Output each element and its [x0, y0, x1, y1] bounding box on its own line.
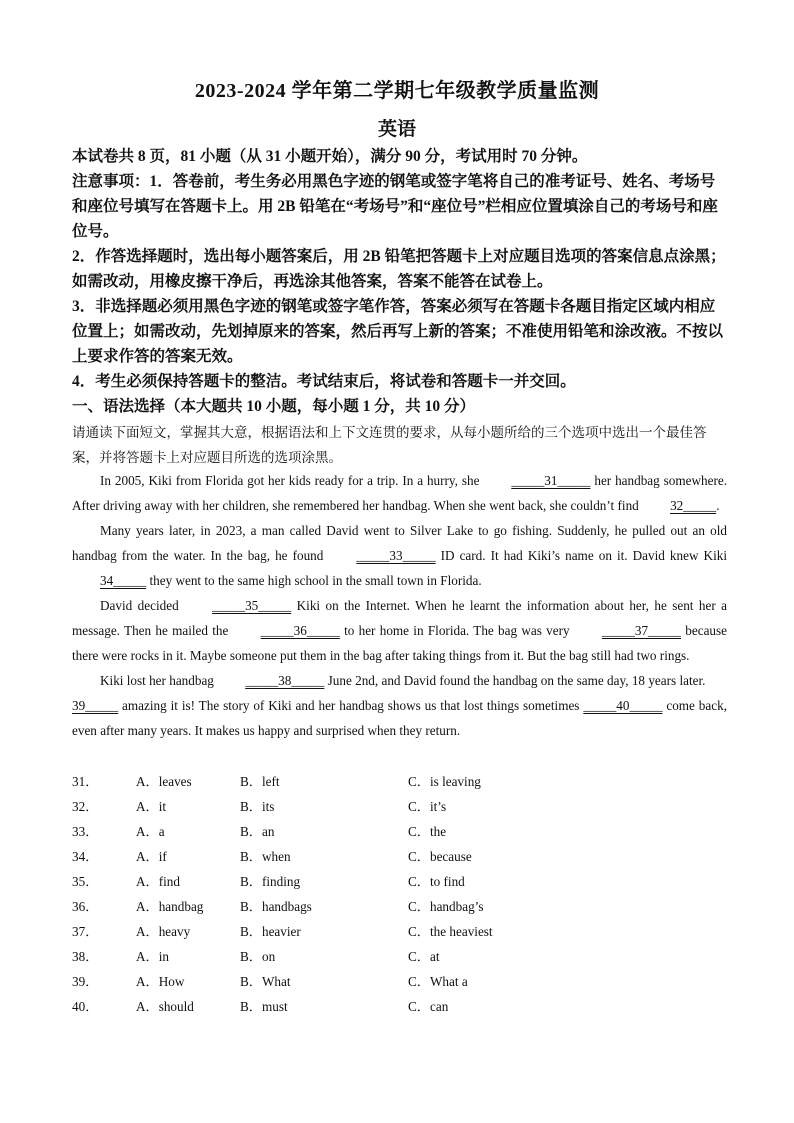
blank-36: _____36_____	[260, 623, 340, 638]
notes-item-2: 2．作答选择题时，选出每小题答案后，用 2B 铅笔把答题卡上对应题目选项的答案信息点涂黑；如需改动，用橡皮擦干净后，再选涂其他答案，答案不能答在试卷上。	[72, 248, 726, 290]
passage-paragraph-5: 39_____ amazing it is! The story of Kiki and her handbag shows us that lost things sometimes _____40_____ come back, even after many years. It makes us happy and surprised when they return.	[72, 693, 727, 743]
option-b: B．on	[240, 949, 276, 964]
option-b: B．handbags	[240, 899, 312, 914]
blank-37: _____37_____	[601, 623, 681, 638]
question-row	[72, 994, 727, 1019]
blank-39: 39_____	[72, 698, 119, 713]
notes-summary: 本试卷共 8 页，81 小题（从 31 小题开始），满分 90 分，考试用时 70 分钟。	[72, 148, 588, 165]
question-row	[72, 894, 727, 919]
question-row	[72, 969, 727, 994]
option-b: B．must	[240, 999, 288, 1014]
option-c: C．because	[408, 849, 472, 864]
question-row	[72, 944, 727, 969]
question-number: 32．	[72, 799, 99, 814]
question-number: 36．	[72, 899, 99, 914]
option-a: A．handbag	[136, 899, 204, 914]
option-c: C．at	[408, 949, 440, 964]
option-a: A．should	[136, 999, 194, 1014]
section-heading: 一、语法选择（本大题共 10 小题，每小题 1 分，共 10 分）	[72, 398, 476, 415]
question-number: 35．	[72, 874, 99, 889]
exam-title: 2023-2024 学年第二学期七年级教学质量监测	[194, 80, 600, 102]
question-number: 37．	[72, 924, 99, 939]
option-b: B．left	[240, 774, 280, 789]
option-b: B．when	[240, 849, 291, 864]
question-row	[72, 794, 727, 819]
passage-paragraph-2: Many years later, in 2023, a man called David went to Silver Lake to go fishing. Suddenly, he pulled out an old handbag from the water. In the bag, he found _____33_____ ID card. It had Kiki’s name on it. David knew Kiki 34_____ they went to the same high school in the small town in Florida.	[72, 518, 727, 593]
option-c: C．What a	[408, 974, 468, 989]
cloze-passage	[72, 468, 727, 743]
option-c: C．is leaving	[408, 774, 481, 789]
passage-paragraph-1: In 2005, Kiki from Florida got her kids ready for a trip. In a hurry, she _____31_____ her handbag somewhere. After driving away with her children, she remembered her handbag. When she went back, she couldn’t find 32_____.	[72, 468, 727, 518]
option-c: C．handbag’s	[408, 899, 484, 914]
subject-title: 英语	[377, 119, 416, 140]
question-number: 33．	[72, 824, 99, 839]
option-a: A．How	[136, 974, 185, 989]
option-b: B．its	[240, 799, 275, 814]
question-number: 31．	[72, 774, 99, 789]
blank-31: _____31_____	[511, 473, 591, 488]
question-row	[72, 919, 727, 944]
option-a: A．it	[136, 799, 167, 814]
option-a: A．leaves	[136, 774, 192, 789]
question-number: 34．	[72, 849, 99, 864]
question-number: 39．	[72, 974, 99, 989]
option-c: C．can	[408, 999, 449, 1014]
option-a: A．in	[136, 949, 169, 964]
option-b: B．finding	[240, 874, 301, 889]
passage-paragraph-3: David decided _____35_____ Kiki on the Internet. When he learnt the information about her, he sent her a message. Then he mailed the _____36_____ to her home in Florida. The bag was very _____37_____ because there were rocks in it. Maybe someone put them in the bag after taking things from it. But the bag still had two rings.	[72, 593, 727, 668]
option-c: C．to find	[408, 874, 465, 889]
option-a: A．a	[136, 824, 165, 839]
question-number: 38．	[72, 949, 99, 964]
option-c: C．it’s	[408, 799, 447, 814]
blank-32: 32_____	[670, 498, 717, 513]
blank-33: _____33_____	[356, 548, 436, 563]
answer-options	[72, 769, 727, 1019]
passage-paragraph-4: Kiki lost her handbag _____38_____ June 2nd, and David found the handbag on the same day, 18 years later.	[72, 668, 727, 693]
question-row	[72, 869, 727, 894]
blank-40: _____40_____	[583, 698, 663, 713]
notes-item-3: 3．非选择题必须用黑色字迹的钢笔或签字笔作答，答案必须写在答题卡各题目指定区域内相应位置上；如需改动，先划掉原来的答案，然后再写上新的答案；不准使用铅笔和涂改液。不按以上要求作答的答案无效。	[72, 298, 724, 365]
section-instruction: 请通读下面短文，掌握其大意，根据语法和上下文连贯的要求，从每小题所给的三个选项中选出一个最佳答案，并将答题卡上对应题目所选的选项涂黑。	[72, 425, 707, 465]
option-b: B．heavier	[240, 924, 301, 939]
question-number: 40．	[72, 999, 99, 1014]
question-row	[72, 819, 727, 844]
notes-item-4: 4．考生必须保持答题卡的整洁。考试结束后，将试卷和答题卡一并交回。	[72, 373, 576, 390]
notes-item-1: 注意事项：1．答卷前，考生务必用黑色字迹的钢笔或签字笔将自己的准考证号、姓名、考场号和座位号填写在答题卡上。用 2B 铅笔在“考场号”和“座位号”栏相应位置填涂自己的考场号和座位号。	[72, 173, 718, 240]
option-b: B．What	[240, 974, 291, 989]
option-a: A．find	[136, 874, 180, 889]
blank-38: _____38_____	[245, 673, 325, 688]
question-row	[72, 769, 727, 794]
option-a: A．heavy	[136, 924, 191, 939]
option-b: B．an	[240, 824, 275, 839]
blank-35: _____35_____	[212, 598, 292, 613]
question-row	[72, 844, 727, 869]
option-a: A．if	[136, 849, 167, 864]
option-c: C．the	[408, 824, 447, 839]
option-c: C．the heaviest	[408, 924, 493, 939]
blank-34: 34_____	[100, 573, 147, 588]
exam-notes	[72, 144, 727, 419]
